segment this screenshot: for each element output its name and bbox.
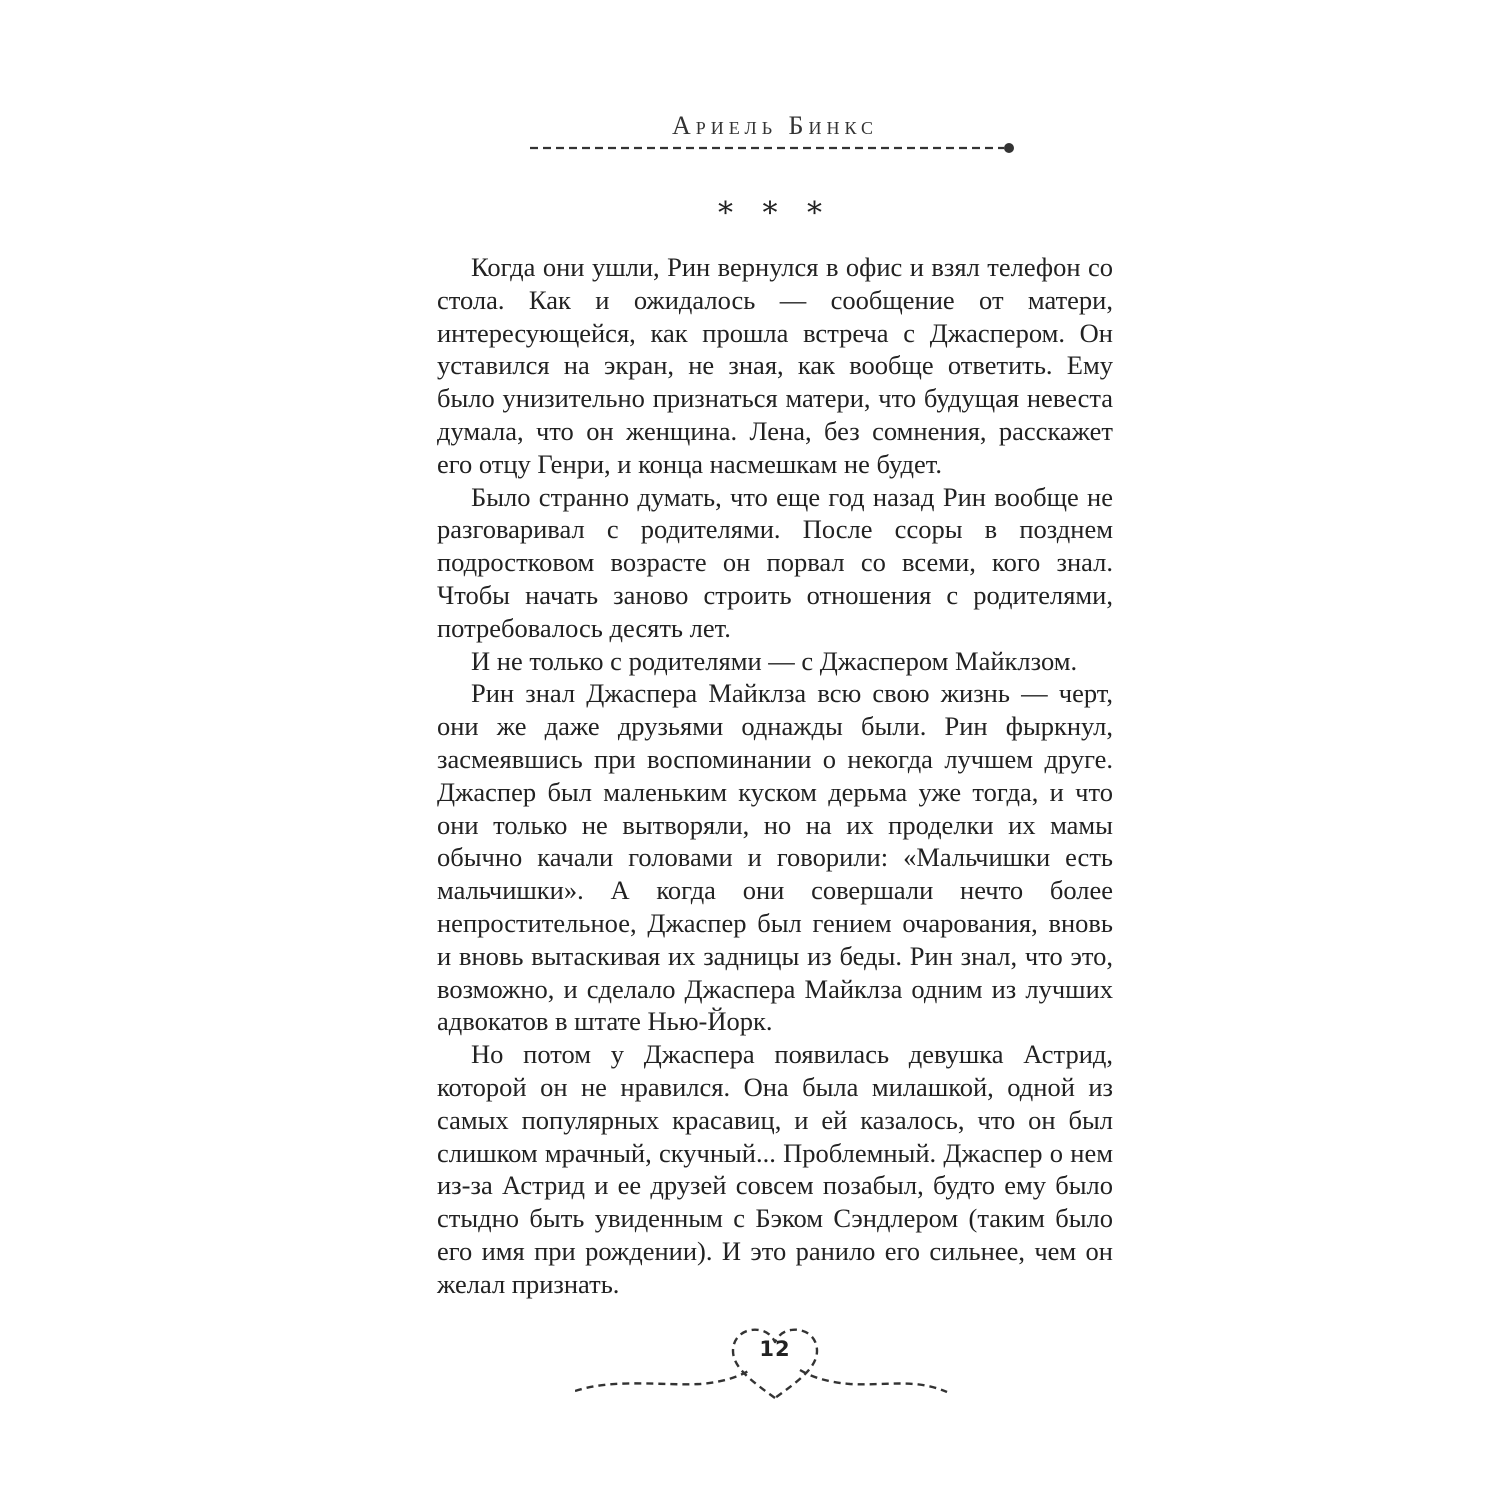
page-number: 12: [759, 1337, 791, 1361]
running-head-author: Ариель Бинкс: [671, 111, 879, 140]
paragraph: Но потом у Джаспера появилась девушка Астрид, которой он не нравился. Она была милашкой, одной из самых популярных красавиц, и ей казалось, что он был слишком мрачный, скучный... Проблемный. Джаспер о нем из-за Астрид и ее друзей совсем позабыл, будто ему было стыдно быть увиденным с Бэком Сэндлером (таким было его имя при рождении). И это ранило его сильнее, чем он желал признать.: [437, 1039, 1113, 1299]
paragraph: Рин знал Джаспера Майклза всю свою жизнь — черт, они же даже друзьями однажды были. Рин фыркнул, засмеявшись при воспоминании о некогда лучшем друге. Джаспер был маленьким куском дерьма уже тогда, и что они только не вытворяли, но на их проделки их мамы обычно качали головами и говорили: «Мальчишки есть мальчишки». А когда они совершали нечто более непростительное, Джаспер был гением очарования, вновь и вновь вытаскивая их задницы из беды. Рин знал, что это, возможно, и сделало Джаспера Майклза одним из лучших адвокатов в штате Нью-Йорк.: [437, 678, 1113, 1037]
paragraph: Когда они ушли, Рин вернулся в офис и взял телефон со стола. Как и ожидалось — сообщение от матери, интересующейся, как прошла встреча с Джаспером. Он уставился на экран, не зная, как вообще ответить. Ему было унизительно признаться матери, что будущая невеста думала, что он женщина. Лена, без сомнения, расскажет его отцу Генри, и конца насмешкам не будет.: [437, 252, 1113, 479]
section-break-asterisks: * * *: [717, 196, 833, 231]
paragraph: И не только с родителями — с Джаспером Майклзом.: [471, 645, 1078, 676]
paragraph: Было странно думать, что еще год назад Рин вообще не разговаривал с родителями. После ссоры в позднем подростковом возрасте он порвал со всеми, кого знал. Чтобы начать заново строить отношения с родителями, потребовалось десять лет.: [437, 481, 1113, 643]
page-folio: [575, 1318, 950, 1408]
heart-dashed-ornament: [575, 1318, 950, 1408]
body-text: [437, 251, 1113, 1301]
header-dashed-rule: [530, 141, 1020, 155]
